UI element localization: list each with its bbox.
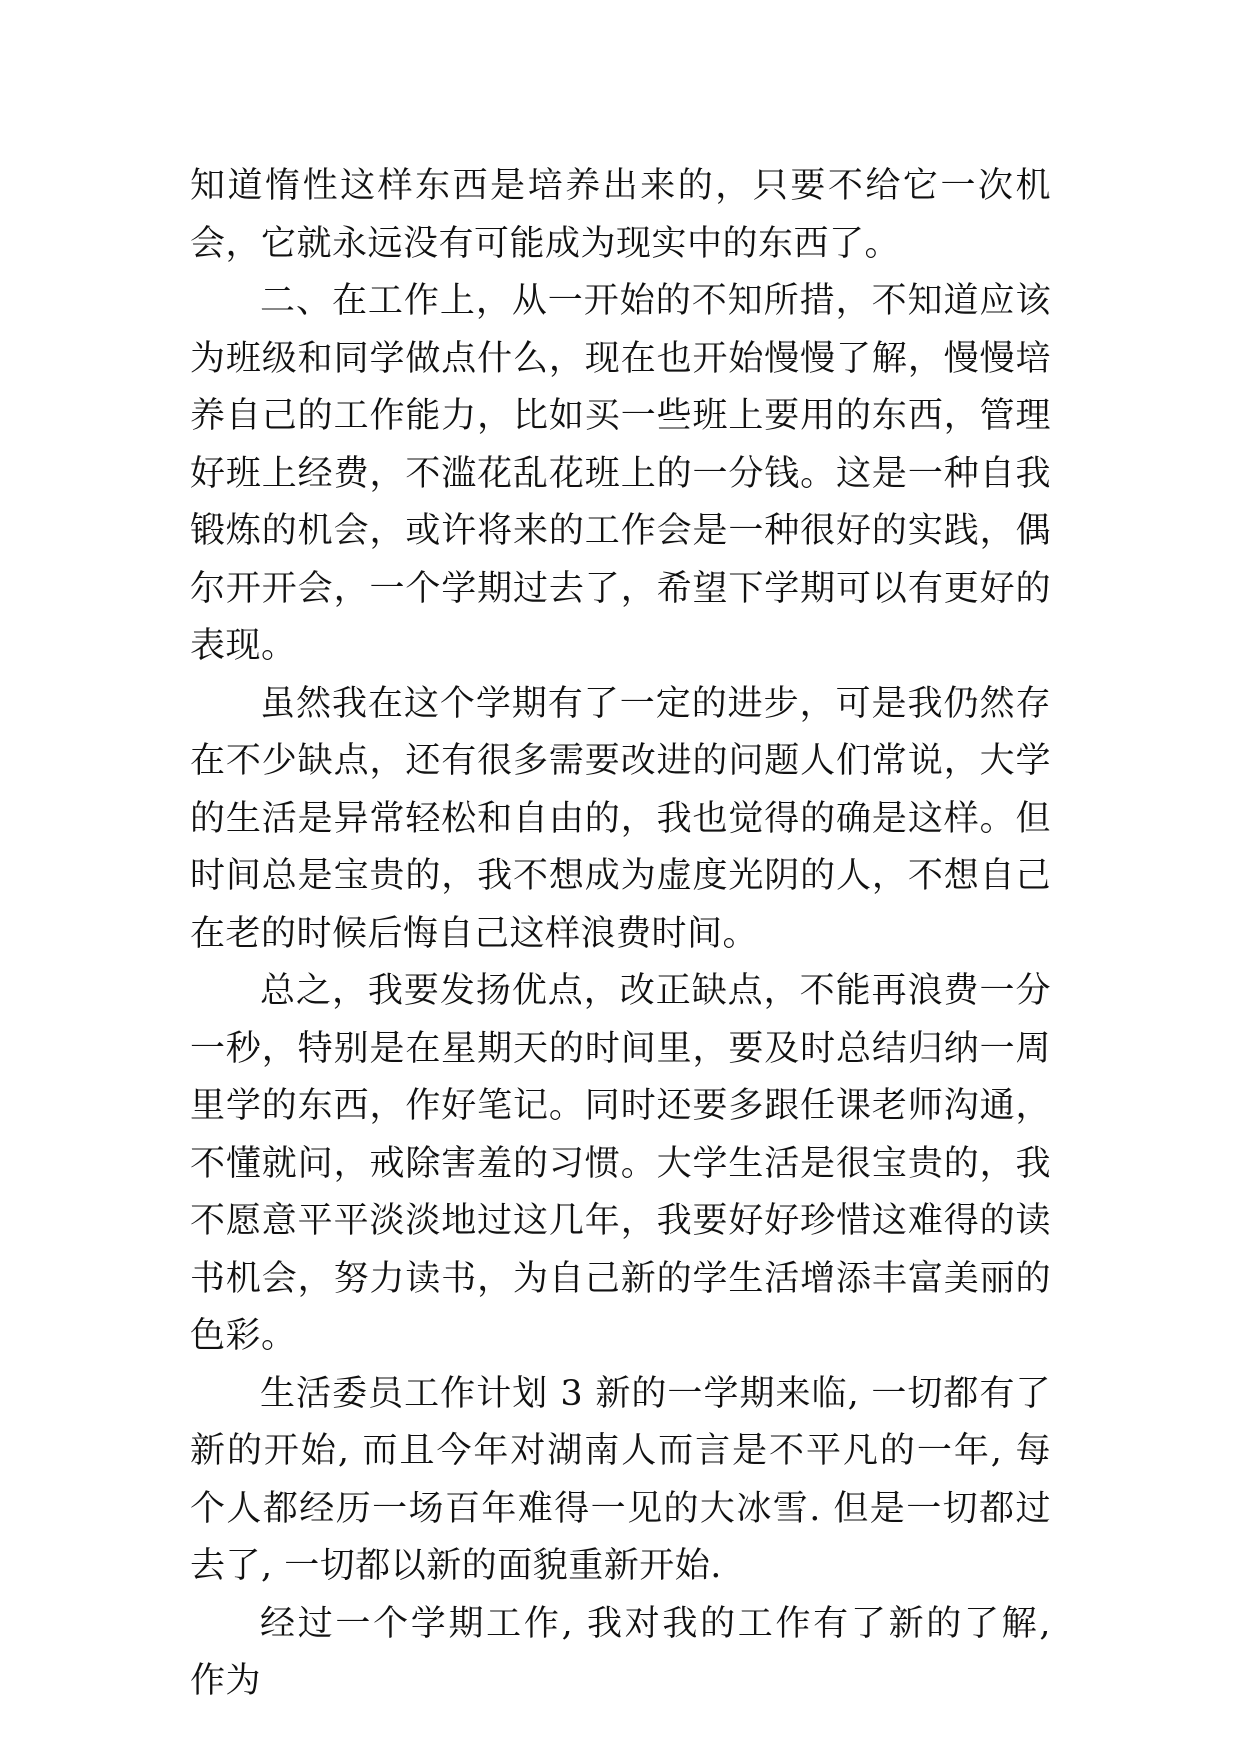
paragraph-shortcomings: 虽然我在这个学期有了一定的进步，可是我仍然存在不少缺点，还有很多需要改进的问题人们常说，大学的生活是异常轻松和自由的，我也觉得的确是这样。但时间总是宝贵的，我不想成为虚度光阴的人，不想自己在老的时候后悔自己这样浪费时间。 bbox=[190, 683, 1051, 954]
paragraph-work: 二、在工作上，从一开始的不知所措，不知道应该为班级和同学做点什么，现在也开始慢慢了解，慢慢培养自己的工作能力，比如买一些班上要用的东西，管理好班上经费，不滥花乱花班上的一分钱。这是一种自我锻炼的机会，或许将来的工作会是一种很好的实践，偶尔开开会，一个学期过去了，希望下学期可以有更好的表现。 bbox=[190, 281, 1051, 666]
paragraph-plan-3: 生活委员工作计划 3 新的一学期来临, 一切都有了新的开始, 而且今年对湖南人而言是不平凡的一年, 每个人都经历一场百年难得一见的大冰雪. 但是一切都过去了, 一切都以新的面貌重新开始. bbox=[190, 1373, 1051, 1586]
paragraph-summary: 总之，我要发扬优点，改正缺点，不能再浪费一分一秒，特别是在星期天的时间里，要及时总结归纳一周里学的东西，作好笔记。同时还要多跟任课老师沟通，不懂就问，戒除害羞的习惯。大学生活是很宝贵的，我不愿意平平淡淡地过这几年，我要好好珍惜这难得的读书机会，努力读书，为自己新的学生活增添丰富美丽的色彩。 bbox=[190, 971, 1051, 1356]
document-body bbox=[190, 158, 1051, 1711]
paragraph-continuation: 知道惰性这样东西是培养出来的，只要不给它一次机会，它就永远没有可能成为现实中的东西了。 bbox=[190, 166, 1051, 264]
paragraph-semester-review: 经过一个学期工作, 我对我的工作有了新的了解, 作为 bbox=[190, 1603, 1051, 1701]
